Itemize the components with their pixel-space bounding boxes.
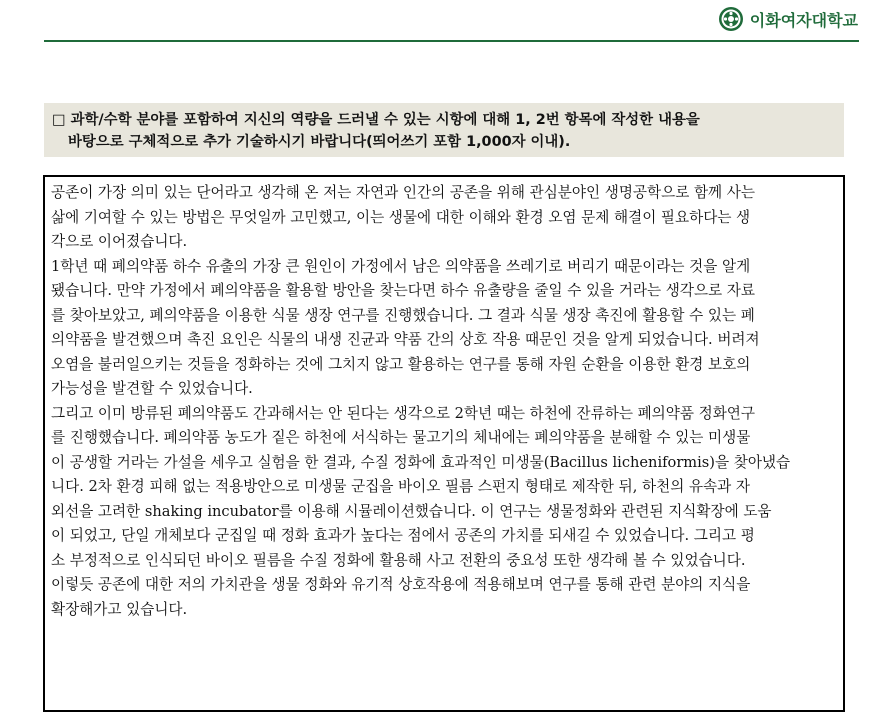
answer-line: 이렇듯 공존에 대한 저의 가치관을 생물 정화와 유기적 상호작용에 적용해보며 연구를 통해 관련 분야의 지식을	[51, 576, 751, 593]
answer-line: 를 찾아보았고, 폐의약품을 이용한 식물 생장 연구를 진행했습니다. 그 결과 식물 생장 촉진에 활용할 수 있는 폐	[51, 306, 755, 324]
question-text-1: 과학/수학 분야를 포함하여 지신의 역량을 드러낼 수 있는 시항에 대해 1, 2번 항목에 작성한 내용을	[70, 112, 700, 128]
answer-line: 니다. 2차 환경 피해 없는 적용방안으로 미생물 군집을 바이오 필름 스펀지 형태로 제작한 뒤, 하천의 유속과 자	[51, 478, 750, 495]
page-header	[0, 0, 882, 44]
question-text-2: 바탕으로 구체적으로 추가 기술하시기 바랍니다(띄어쓰기 포함 1,000자 이내).	[68, 134, 571, 150]
checkbox-glyph: □	[52, 112, 66, 128]
answer-line: 공존이 가장 의미 있는 단어라고 생각해 온 저는 자연과 인간의 공존을 위해 관심분야인 생명공학으로 함께 사는	[51, 184, 755, 201]
university-logo	[718, 4, 858, 34]
answer-line: 외선을 고려한 shaking incubator를 이용해 시뮬레이션했습니다. 이 연구는 생물정화와 관련된 지식확장에 도움	[51, 502, 772, 520]
answer-line: 소 부정적으로 인식되던 바이오 필름을 수질 정화에 활용해 사고 전환의 중요성 또한 생각해 볼 수 있었습니다.	[51, 551, 746, 569]
ewha-seal-icon	[718, 6, 744, 32]
answer-line: 이 되었고, 단일 개체보다 군집일 때 정화 효과가 높다는 점에서 공존의 가치를 되새길 수 있었습니다. 그리고 평	[51, 527, 755, 544]
answer-line: 가능성을 발견할 수 있었습니다.	[51, 380, 253, 397]
answer-text-box	[43, 175, 845, 712]
question-prompt	[44, 103, 844, 157]
answer-line: 1학년 때 폐의약품 하수 유출의 가장 큰 원인이 가정에서 남은 의약품을 쓰레기로 버리기 때문이라는 것을 알게	[51, 257, 751, 275]
answer-line: 각으로 이어졌습니다.	[51, 233, 188, 250]
question-line	[52, 109, 834, 131]
answer-line: 오염을 불러일으키는 것들을 정화하는 것에 그치지 않고 활용하는 연구를 통해 자원 순환을 이용한 환경 보호의	[51, 355, 751, 373]
answer-line: 삶에 기여할 수 있는 방법은 무엇일까 고민했고, 이는 생물에 대한 이해와 환경 오염 문제 해결이 필요하다는 생	[51, 208, 751, 226]
header-divider	[44, 40, 859, 42]
university-name: 이화여자대학교	[749, 10, 858, 30]
answer-line: 를 진행했습니다. 폐의약품 농도가 짙은 하천에 서식하는 물고기의 체내에는 폐의약품을 분해할 수 있는 미생물	[51, 429, 751, 446]
answer-line: 이 공생할 거라는 가설을 세우고 실험을 한 결과, 수질 정화에 효과적인 미생물(Bacillus licheniformis)을 찾아냈습	[51, 453, 791, 471]
answer-line: 됐습니다. 만약 가정에서 폐의약품을 활용할 방안을 찾는다면 하수 유출량을 줄일 수 있을 거라는 생각으로 자료	[51, 282, 755, 299]
answer-line: 그리고 이미 방류된 폐의약품도 간과해서는 안 된다는 생각으로 2학년 때는 하천에 잔류하는 폐의약품 정화연구	[51, 404, 755, 422]
answer-line: 의약품을 발견했으며 촉진 요인은 식물의 내생 진균과 약품 간의 상호 작용 때문인 것을 알게 되었습니다. 버려져	[51, 331, 760, 348]
answer-line: 확장해가고 있습니다.	[51, 600, 188, 618]
